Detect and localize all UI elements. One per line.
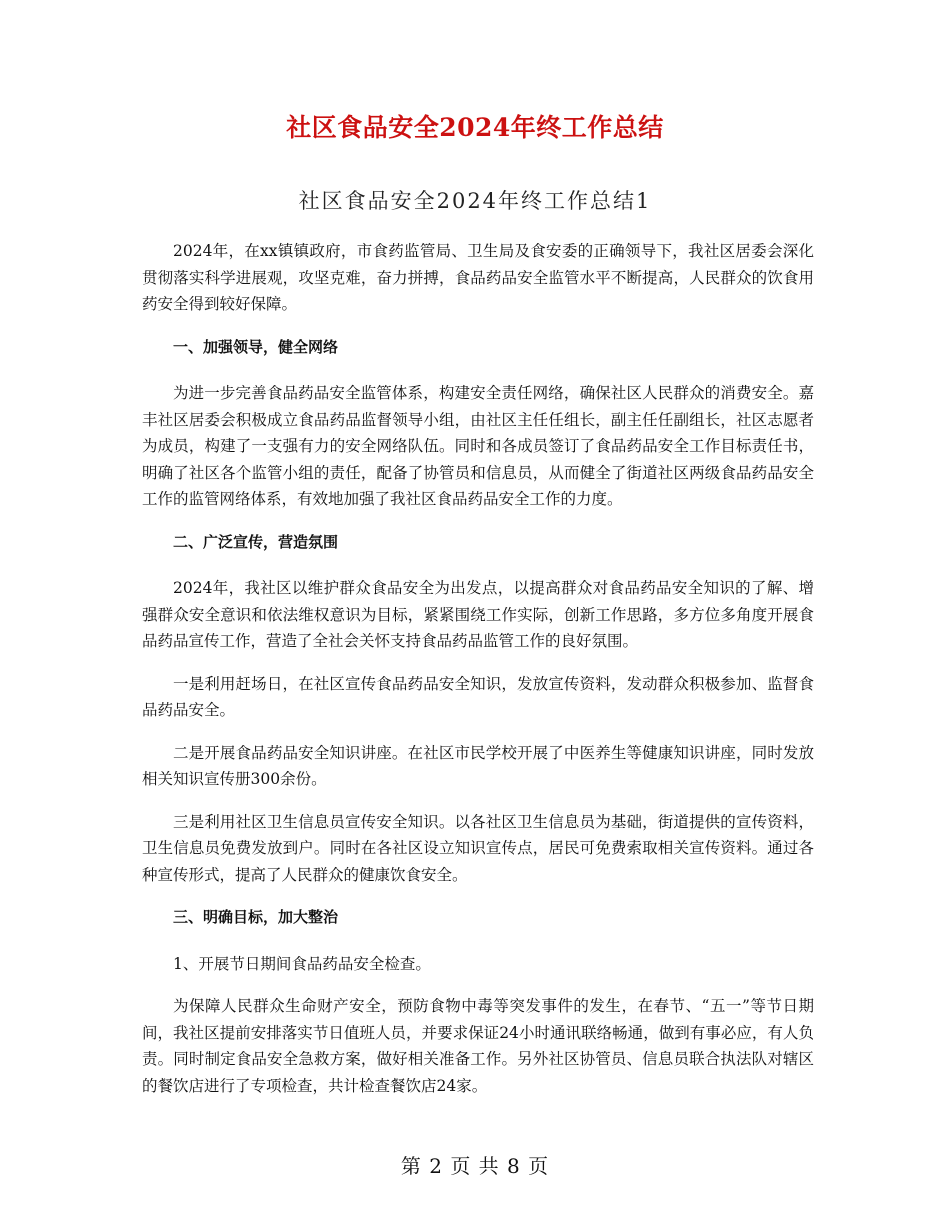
section-3-item-1: 1、开展节日期间食品药品安全检查。: [173, 954, 431, 973]
section-2-paragraph-4: 三是利用社区卫生信息员宣传安全知识。以各社区卫生信息员为基础，街道提供的宣传资料，卫生信息员免费发放到户。同时在各社区设立知识宣传点，居民可免费索取相关宣传资料。通过各种宣传形式，提高了人民群众的健康饮食安全。: [142, 812, 814, 884]
section-heading-3: 三、明确目标，加大整治: [173, 908, 339, 926]
document-title: 社区食品安全2024年终工作总结: [286, 113, 664, 142]
section-2-paragraph-2: 一是利用赶场日，在社区宣传食品药品安全知识，发放宣传资料，发动群众积极参加、监督食品药品安全。: [142, 674, 814, 719]
section-2-paragraph-3: 二是开展食品药品安全知识讲座。在社区市民学校开展了中医养生等健康知识讲座，同时发放相关知识宣传册300余份。: [142, 743, 814, 788]
section-2-paragraph-1: 2024年，我社区以维护群众食品安全为出发点，以提高群众对食品药品安全知识的了解、增强群众安全意识和依法维权意识为目标，紧紧围绕工作实际，创新工作思路，多方位多角度开展食品药品宣传工作，营造了全社会关怀支持食品药品监管工作的良好氛围。: [142, 579, 814, 650]
document-subtitle: 社区食品安全2024年终工作总结1: [298, 189, 652, 213]
section-heading-1: 一、加强领导，健全网络: [173, 337, 339, 356]
section-1-paragraph-1: 为进一步完善食品药品安全监管体系，构建安全责任网络，确保社区人民群众的消费安全。嘉丰社区居委会积极成立食品药品监督领导小组，由社区主任任组长，副主任任副组长，社区志愿者为成员，构建了一支强有力的安全网络队伍。同时和各成员签订了食品药品安全工作目标责任书，明确了社区各个监管小组的责任，配备了协管员和信息员，从而健全了街道社区两级食品药品安全工作的监管网络体系，有效地加强了我社区食品药品安全工作的力度。: [142, 384, 814, 508]
document-body: [142, 238, 814, 1115]
intro-paragraph: 2024年，在xx镇镇政府，市食药监管局、卫生局及食安委的正确领导下，我社区居委会深化贯彻落实科学进展观，攻坚克难，奋力拼搏，食品药品安全监管水平不断提高，人民群众的饮食用药安全得到较好保障。: [142, 242, 814, 313]
page-number-footer: 第 2 页 共 8 页: [400, 1154, 550, 1178]
section-3-paragraph-1: 为保障人民群众生命财产安全，预防食物中毒等突发事件的发生，在春节、“五一”等节日期间，我社区提前安排落实节日值班人员，并要求保证24小时通讯联络畅通，做到有事必应，有人负责。同时制定食品安全急救方案，做好相关准备工作。另外社区协管员、信息员联合执法队对辖区的餐饮店进行了专项检查，共计检查餐饮店24家。: [142, 997, 814, 1095]
section-heading-2: 二、广泛宣传，营造氛围: [173, 532, 339, 551]
